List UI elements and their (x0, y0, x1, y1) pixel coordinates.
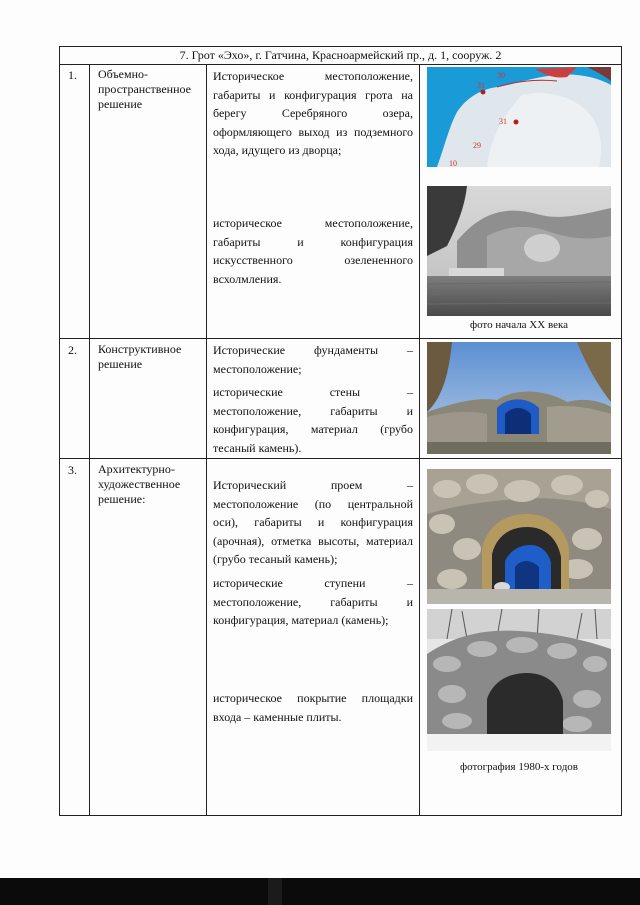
row-description-2: исторические стены – местоположение, габариты и конфигурация, материал (грубо тесаный камень). (213, 385, 413, 455)
row-description-1: Исторические фундаменты – местоположение; (213, 343, 413, 376)
map-label: 30 (497, 71, 505, 80)
grotto-photo-color-image (427, 342, 611, 454)
row-description-2: историческое местоположение, габариты и конфигурация искусственного озелененного всхолмления. (213, 216, 413, 286)
table-title: 7. Грот «Эхо», г. Гатчина, Красноармейский пр., д. 1, сооруж. 2 (60, 47, 621, 65)
grotto-entrance-photo-image (427, 469, 611, 604)
row-description-1: Историческое местоположение, габариты и конфигурация грота на берегу Серебряного озера, оформляющего выход из подземного хода, идущего из дворца; (213, 69, 413, 157)
grotto-entrance-photo (427, 469, 611, 604)
table-row (60, 339, 621, 459)
row-number: 3. (68, 463, 77, 477)
photo-caption: фотография 1980-х годов (460, 761, 578, 773)
row-element-name: Архитектурно-художественное решение: (98, 462, 181, 506)
table-row (60, 64, 621, 339)
map-label: 31 (477, 81, 485, 90)
row-number: 2. (68, 343, 77, 357)
scan-edge-gap (268, 878, 282, 905)
scan-bottom-edge (0, 878, 640, 905)
map-label: 10 (449, 159, 457, 167)
location-map (427, 67, 611, 167)
grotto-photo-1980s-image (427, 609, 611, 751)
map-label: 31 (499, 117, 507, 126)
map-label: 29 (473, 141, 481, 150)
row-description-3: историческое покрытие площадки входа – каменные плиты. (213, 691, 413, 724)
map-image (427, 67, 611, 167)
protection-subject-table (59, 46, 622, 816)
historic-photo (427, 186, 611, 316)
grotto-photo-1980s (427, 609, 611, 751)
table-row (60, 459, 621, 815)
photo-caption: фото начала XX века (469, 319, 569, 331)
row-element-name: Конструктивное решение (98, 342, 182, 371)
grotto-photo-color (427, 342, 611, 454)
historic-photo-image (427, 186, 611, 316)
row-number: 1. (68, 68, 77, 82)
row-description-1: Исторический проем – местоположение (по центральной оси), габариты и конфигурация (арочная), отметка высоты, материал (грубо тесаный камень); (213, 478, 413, 566)
row-element-name: Объемно-пространственное решение (98, 67, 191, 111)
row-description-2: исторические ступени – местоположение, габариты и конфигурация, материал (камень); (213, 576, 413, 627)
